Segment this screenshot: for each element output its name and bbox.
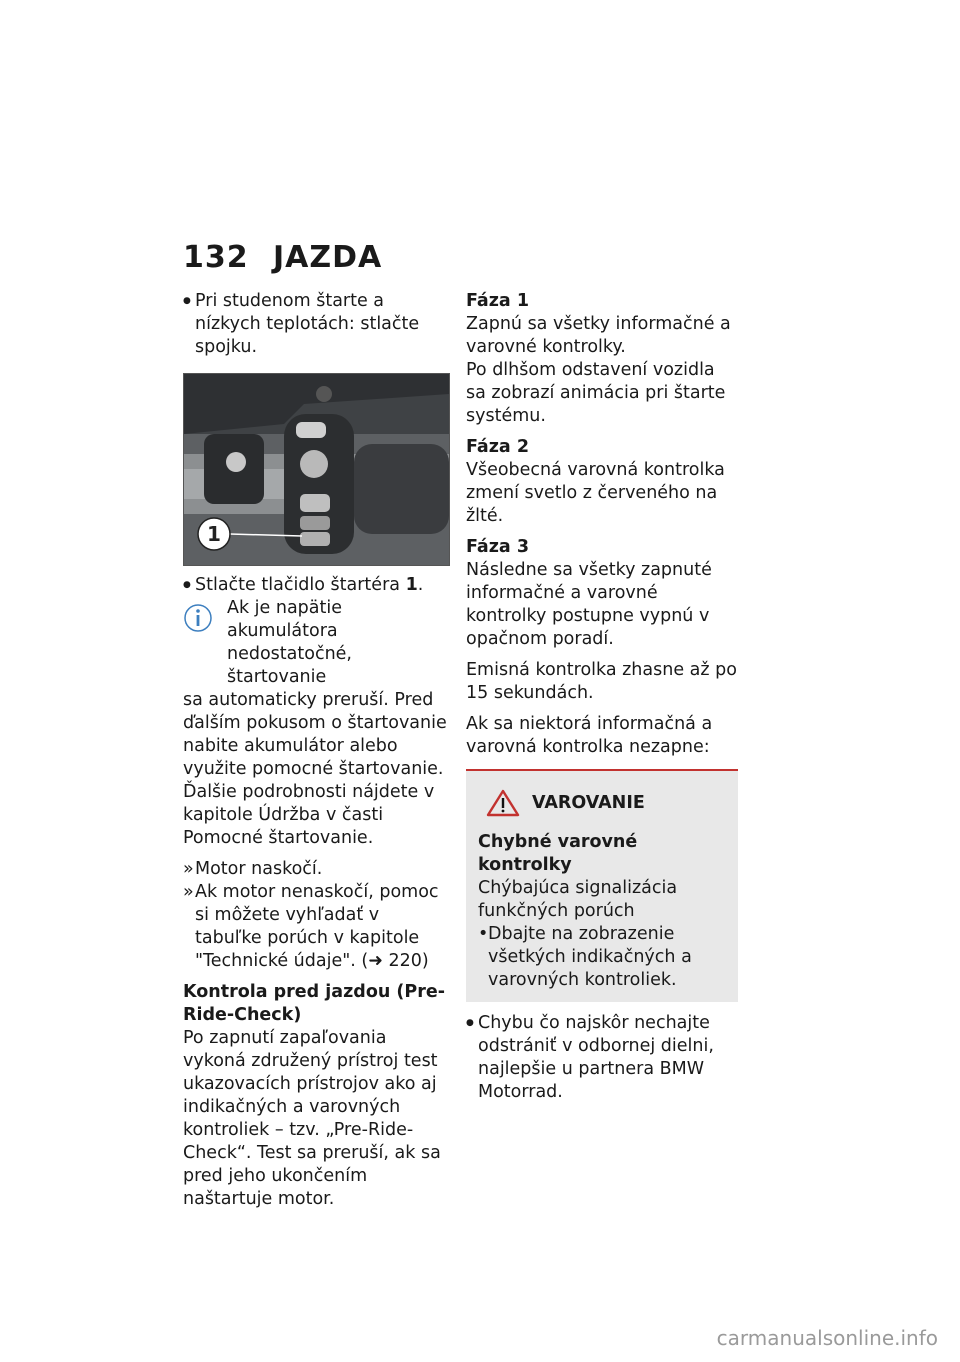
handlebar-switch-photo <box>183 373 450 566</box>
bullet-press-starter: ● Stlačte tlačidlo štartéra 1. <box>183 574 448 597</box>
right-column <box>466 290 738 1104</box>
phase-1-title: Fáza 1 <box>466 291 530 311</box>
phase-1-text-2: Po dlhšom odstavení vozidla sa zobrazí animácia pri štarte systému. <box>466 360 726 426</box>
image-callout-label: 1 <box>207 522 221 546</box>
handlebar-switch-image <box>184 374 449 565</box>
result-engine-starts: » Motor naskočí. <box>183 858 448 881</box>
phase-2-title: Fáza 2 <box>466 437 530 457</box>
press-starter-ref: 1 <box>405 575 418 595</box>
page-number: 132 <box>183 240 249 275</box>
page-ref-arrow-icon: ➜ <box>368 951 383 971</box>
page-ref-number: 220) <box>388 951 429 971</box>
info-line-1: Ak je napätie akumulátora <box>227 598 342 641</box>
pre-ride-check-heading: Kontrola pred jazdou (Pre-Ride-Check) <box>183 982 445 1025</box>
warning-header <box>486 789 726 817</box>
missing-lamp-text: Ak sa niektorá informačná a varovná kontrolka nezapne: <box>466 714 713 757</box>
watermark: carmanualsonline.info <box>716 1326 938 1350</box>
warning-bullet: • Dbajte na zobrazenie všetkých indikačných a varovných kontroliek. <box>478 923 726 992</box>
left-column <box>183 290 448 1211</box>
chapter-title: JAZDA <box>273 240 383 275</box>
info-icon <box>183 603 213 633</box>
info-more: Ďalšie podrobnosti nájdete v kapitole Údržba v časti Pomocné štartovanie. <box>183 782 435 848</box>
info-rest: sa automaticky preruší. Pred ďalším pokusom o štartovanie nabite akumulátor alebo využite pomocné štartovanie. <box>183 690 447 779</box>
pre-ride-check-text: Po zapnutí zapaľovania vykoná združený prístroj test ukazovacích prístrojov ako aj indikačných a varovných kontroliek – tzv. „Pre-Ride-Check“. Test sa preruší, ak sa pred jeho ukončením naštartuje motor. <box>183 1028 441 1209</box>
press-starter-text: Stlačte tlačidlo štartéra <box>195 575 400 595</box>
info-line-2: nedostatočné, štartovanie <box>227 644 352 687</box>
warning-label: VAROVANIE <box>532 792 645 813</box>
phase-1-text: Zapnú sa všetky informačné a varovné kontrolky. <box>466 314 731 357</box>
bullet-cold-start: ● Pri studenom štarte a nízkych teplotách: stlačte spojku. <box>183 290 448 359</box>
bullet-fix-fault: ● Chybu čo najskôr nechajte odstrániť v odbornej dielni, najlepšie u partnera BMW Motorrad. <box>466 1012 738 1104</box>
warning-title: Chybné varovné kontrolky <box>478 832 638 875</box>
warning-box <box>466 769 738 1002</box>
warning-triangle-icon <box>486 789 520 817</box>
emission-text: Emisná kontrolka zhasne až po 15 sekundách. <box>466 660 737 703</box>
phase-3-text: Následne sa všetky zapnuté informačné a varovné kontrolky postupne vypnú v opačnom poradí. <box>466 560 712 649</box>
phase-2-text: Všeobecná varovná kontrolka zmení svetlo z červeného na žlté. <box>466 460 725 526</box>
info-note <box>183 597 448 850</box>
page-header <box>183 240 382 275</box>
warning-text: Chýbajúca signalizácia funkčných porúch <box>478 878 678 921</box>
result-engine-fails: » Ak motor nenaskočí, pomoc si môžete vyhľadať v tabuľke porúch v kapitole "Technické údaje". (➜ 220) <box>183 881 448 973</box>
phase-3-title: Fáza 3 <box>466 537 530 557</box>
